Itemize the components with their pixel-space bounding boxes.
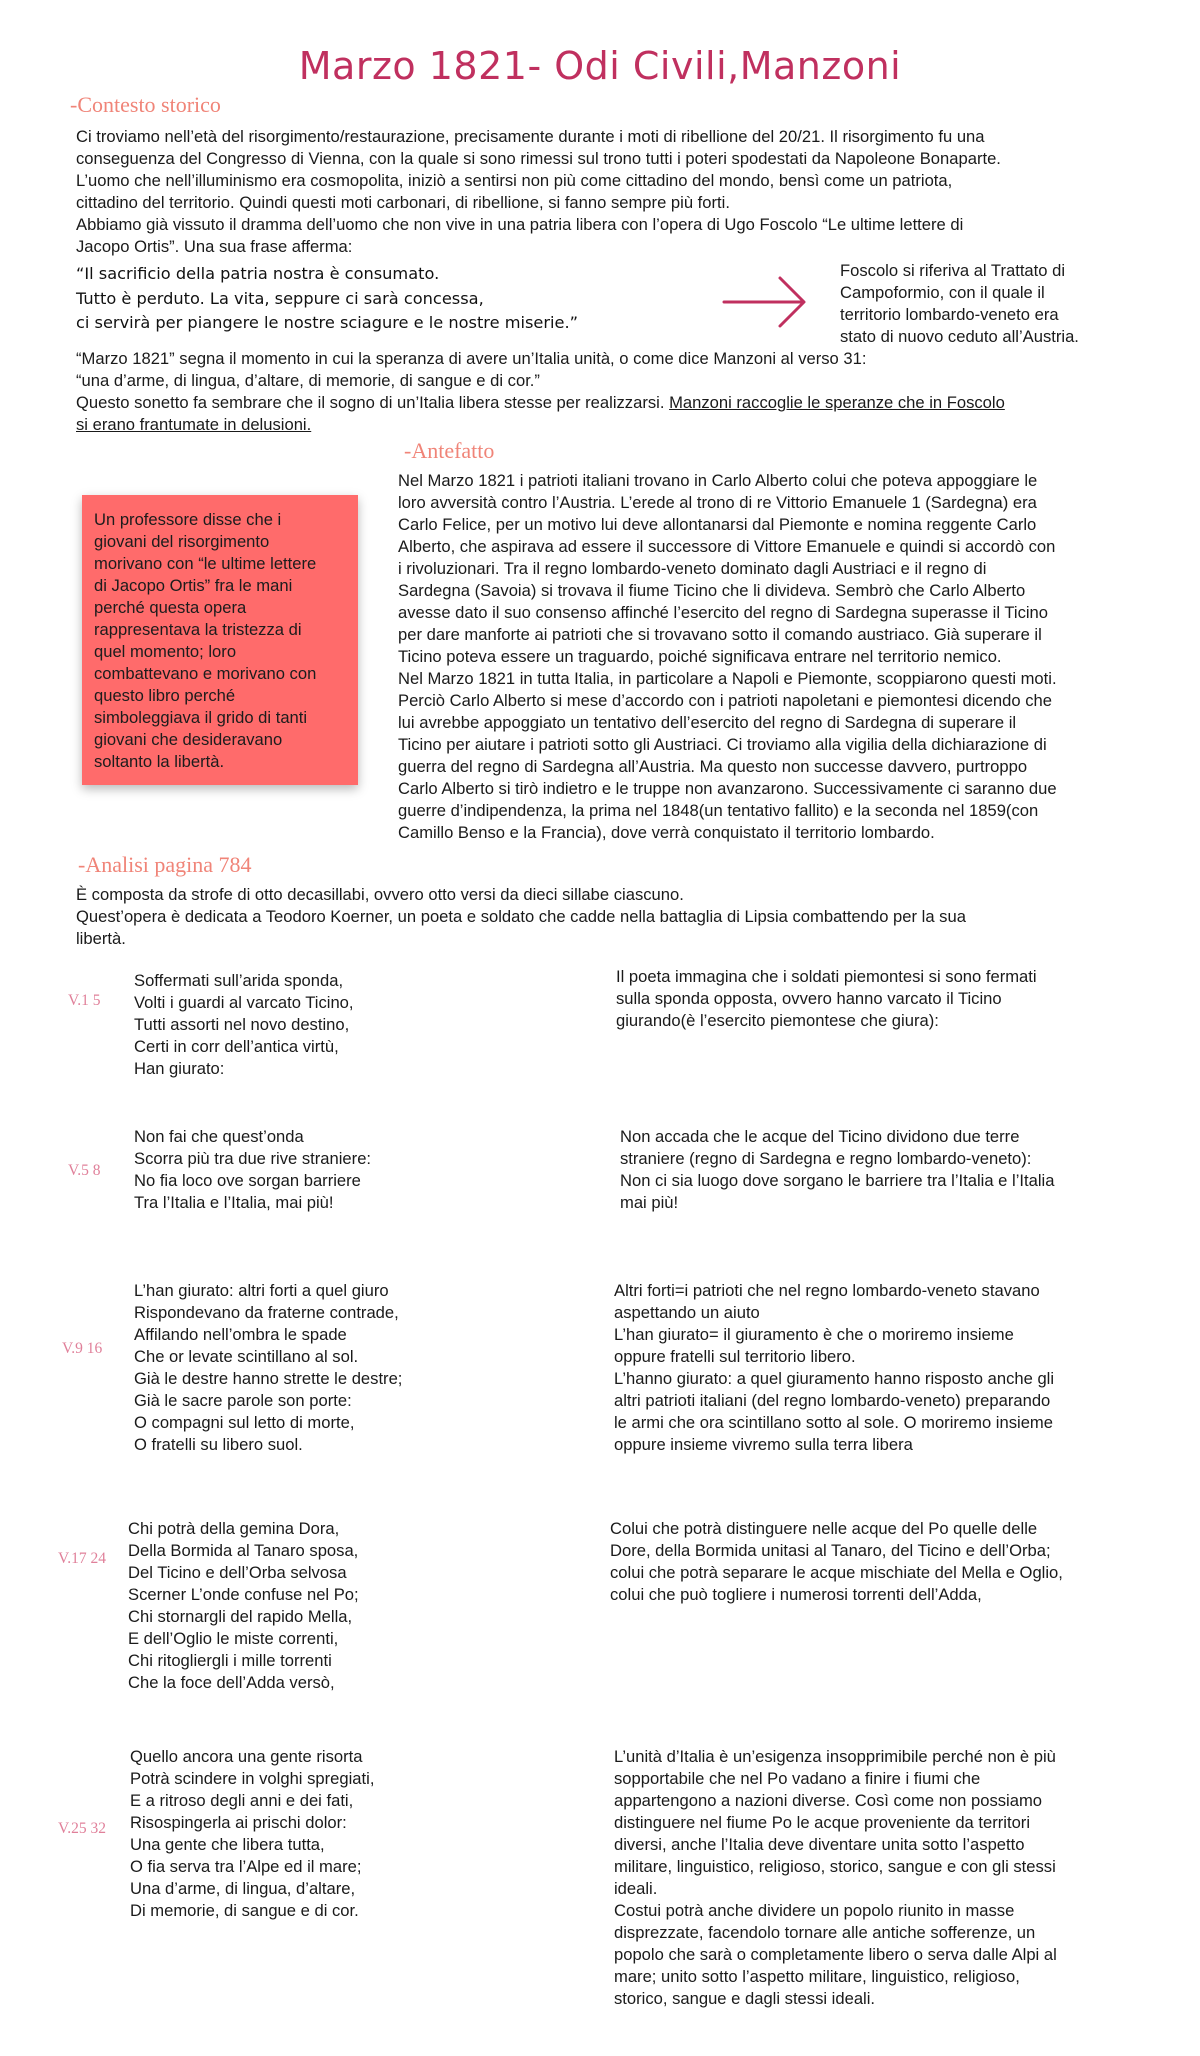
closing-underlined: Manzoni raccoglie le speranze che in Foscolo si erano frantumate in delusioni.: [76, 393, 1005, 434]
stanza-comment: L’unità d’Italia è un’esigenza insopprimibile perché non è più sopportabile che nel Po vadano a finire i fiumi che appartengono a nazioni diverse. Così come non possiamo distinguere nel fiume Po le acque proveniente da territori diversi, anche l’Italia deve diventare unita sotto l’aspetto militare, linguistico, religioso, storico, sangue e con gli stessi ideali. Costui potrà anche dividere un popolo riunito in masse disprezzate, facendolo tornare alle antiche sofferenze, un popolo che sarà o completamente libero o serva dalle Alpi al mare; unito sotto l’aspetto militare, linguistico, religioso, storico, sangue e dagli stessi ideali.: [614, 1747, 1057, 2008]
section-heading-analisi: -Analisi pagina 784: [78, 852, 252, 877]
analisi-intro: È composta da strofe di otto decasillabi, ovvero otto versi da dieci sillabe ciascuno. Quest’opera è dedicata a Teodoro Koerner, un poeta e soldato che cadde nella battaglia di Lipsia combattendo per la sua libertà.: [76, 885, 966, 948]
antefatto-line: per dare manforte ai patrioti che si trovavano sotto il comando austriaco. Già superare il: [398, 625, 1042, 644]
contesto-intro: Ci troviamo nell’età del risorgimento/restaurazione, precisamente durante i moti di ribellione del 20/21. Il risorgimento fu una conseguenza del Congresso di Vienna, con la quale si sono rimessi sul trono tutti i poteri spodestati da Napoleone Bonaparte. L’uomo che nell’illuminismo era cosmopolita, iniziò a sentirsi non più come cittadino del mondo, bensì come un patriota, cittadino del territorio. Quindi questi moti carbonari, di ribellione, si fanno sempre più forti. Abbiamo già vissuto il dramma dell’uomo che non vive in una patria libera con l’opera di Ugo Foscolo “Le ultime lettere di Jacopo Ortis”. Una sua frase afferma:: [76, 127, 1001, 256]
antefatto-line: Nel Marzo 1821 in tutta Italia, in particolare a Napoli e Piemonte, scoppiarono questi moti.: [398, 669, 1057, 688]
antefatto-line: Ticino per aiutare i patrioti sotto gli Austriaci. Ci troviamo alla vigilia della dichiarazione di: [398, 735, 1047, 754]
foscolo-side-note: Foscolo si riferiva al Trattato di Campoformio, con il quale il territorio lombardo-veneto era stato di nuovo ceduto all’Austria.: [840, 261, 1079, 346]
antefatto-line: Sardegna (Savoia) si trovava il fiume Ticino che li divideva. Sembrò che Carlo Alberto: [398, 581, 1026, 600]
stanza-comment: Il poeta immagina che i soldati piemontesi si sono fermati sulla sponda opposta, ovvero hanno varcato il Ticino giurando(è l’esercito piemontese che giura):: [616, 967, 1037, 1030]
antefatto-line: loro avversità contro l’Austria. L’erede al trono di re Vittorio Emanuele 1 (Sardegna) era: [398, 493, 1037, 512]
antefatto-line: Ticino poteva essere un traguardo, poiché significava entrare nel territorio nemico.: [398, 647, 1002, 666]
verse-label: V.17 24: [58, 1550, 106, 1567]
antefatto-line: Nel Marzo 1821 i patrioti italiani trovano in Carlo Alberto colui che poteva appoggiare le: [398, 471, 1038, 490]
antefatto-line: Carlo Felice, per un motivo lui deve allontanarsi dal Piemonte e nomina reggente Carlo: [398, 515, 1037, 534]
antefatto-line: guerre d’indipendenza, la prima nel 1848(un tentativo fallito) e la seconda nel 1859(con: [398, 801, 1039, 820]
foscolo-quote: “Il sacrificio della patria nostra è consumato. Tutto è perduto. La vita, seppure ci sarà concessa, ci servirà per piangere le nostre sciagure e le nostre miserie.”: [76, 264, 579, 332]
chevron-arrow-right-icon: [720, 272, 810, 332]
professor-note-box: Un professore disse che i giovani del risorgimento morivano con “le ultime lettere di Jacopo Ortis” fra le mani perché questa opera rappresentava la tristezza di quel momento; loro combattevano e morivano con questo libro perché simboleggiava il grido di tanti giovani che desideravano soltanto la libertà.: [82, 495, 358, 785]
antefatto-line: avesse dato il suo consenso affinché l’esercito del regno di Sardegna superasse il Ticino: [398, 603, 1049, 622]
verse-label: V.1 5: [68, 992, 101, 1009]
stanza-verses: L’han giurato: altri forti a quel giuro Rispondevano da fraterne contrade, Affilando nell’ombra le spade Che or levate scintillano al sol. Già le destre hanno strette le destre; Già le sacre parole son porte: O compagni sul letto di morte, O fratelli su libero suol.: [134, 1281, 403, 1454]
stanza-comment: Non accada che le acque del Ticino dividono due terre straniere (regno di Sardegna e regno lombardo-veneto): Non ci sia luogo dove sorgano le barriere tra l’Italia e l’Italia mai più!: [620, 1127, 1055, 1212]
contesto-closing: [76, 392, 1156, 436]
antefatto-line: Perciò Carlo Alberto si mese d’accordo con i patrioti napoletani e piemontesi dicendo che: [398, 691, 1052, 710]
antefatto-line: Camillo Benso e la Francia), dove verrà conquistato il territorio lombardo.: [398, 823, 935, 842]
antefatto-line: Alberto, che aspirava ad essere il successore di Vittore Emanuele e quindi si accordò con: [398, 537, 1056, 556]
section-heading-contesto: -Contesto storico: [70, 92, 221, 117]
stanza-comment: Altri forti=i patrioti che nel regno lombardo-veneto stavano aspettando un aiuto L’han giurato= il giuramento è che o moriremo insieme oppure fratelli sul territorio libero. L’hanno giurato: a quel giuramento hanno risposto anche gli altri patrioti italiani (del regno lombardo-veneto) preparando le armi che ora scintillano sotto al sole. O moriremo insieme oppure insieme vivremo sulla terra libera: [614, 1281, 1055, 1454]
stanza-verses: Chi potrà della gemina Dora, Della Bormida al Tanaro sposa, Del Ticino e dell’Orba selvosa Scerner L’onde confuse nel Po; Chi stornargli del rapido Mella, E dell’Oglio le miste correnti, Chi ritogliergli i mille torrenti Che la foce dell’Adda versò,: [128, 1519, 359, 1692]
antefatto-line: Carlo Alberto si tirò indietro e le truppe non avanzarono. Successivamente ci saranno due: [398, 779, 1057, 798]
antefatto-text: [398, 470, 1178, 844]
verse-label: V.25 32: [58, 1820, 106, 1837]
stanza-verses: Soffermati sull’arida sponda, Volti i guardi al varcato Ticino, Tutti assorti nel novo destino, Certi in corr dell’antica virtù, Han giurato:: [134, 971, 354, 1078]
stanza-verses: Non fai che quest’onda Scorra più tra due rive straniere: No fia loco ove sorgan barriere Tra l’Italia e l’Italia, mai più!: [134, 1127, 372, 1212]
section-heading-antefatto: -Antefatto: [404, 438, 495, 463]
contesto-after-quote: “Marzo 1821” segna il momento in cui la speranza di avere un’Italia unità, o come dice Manzoni al verso 31: “una d’arme, di lingua, d’altare, di memorie, di sangue e di cor.”: [76, 349, 867, 390]
closing-plain: Questo sonetto fa sembrare che il sogno di un’Italia libera stesse per realizzarsi.: [76, 393, 670, 412]
verse-label: V.5 8: [68, 1162, 101, 1179]
antefatto-line: guerra del regno di Sardegna all’Austria. Ma questo non successe davvero, purtroppo: [398, 757, 1028, 776]
stanza-comment: Colui che potrà distinguere nelle acque del Po quelle delle Dore, della Bormida unitasi al Tanaro, del Ticino e dell’Orba; colui che potrà separare le acque mischiate del Mella e Oglio, colui che può togliere i numerosi torrenti dell’Adda,: [610, 1519, 1063, 1604]
verse-label: V.9 16: [62, 1340, 103, 1357]
antefatto-line: lui avrebbe appoggiato un tentativo dell’esercito del regno di Sardegna di superare il: [398, 713, 1017, 732]
antefatto-line: i rivoluzionari. Tra il regno lombardo-veneto dominato dagli Austriaci e il regno di: [398, 559, 987, 578]
stanza-verses: Quello ancora una gente risorta Potrà scindere in volghi spregiati, E a ritroso degli anni e dei fati, Risospingerla ai prischi dolor: Una gente che libera tutta, O fia serva tra l’Alpe ed il mare; Una d’arme, di lingua, d’altare, Di memorie, di sangue e di cor.: [130, 1747, 375, 1920]
page-title: Marzo 1821- Odi Civili,Manzoni: [298, 44, 902, 88]
